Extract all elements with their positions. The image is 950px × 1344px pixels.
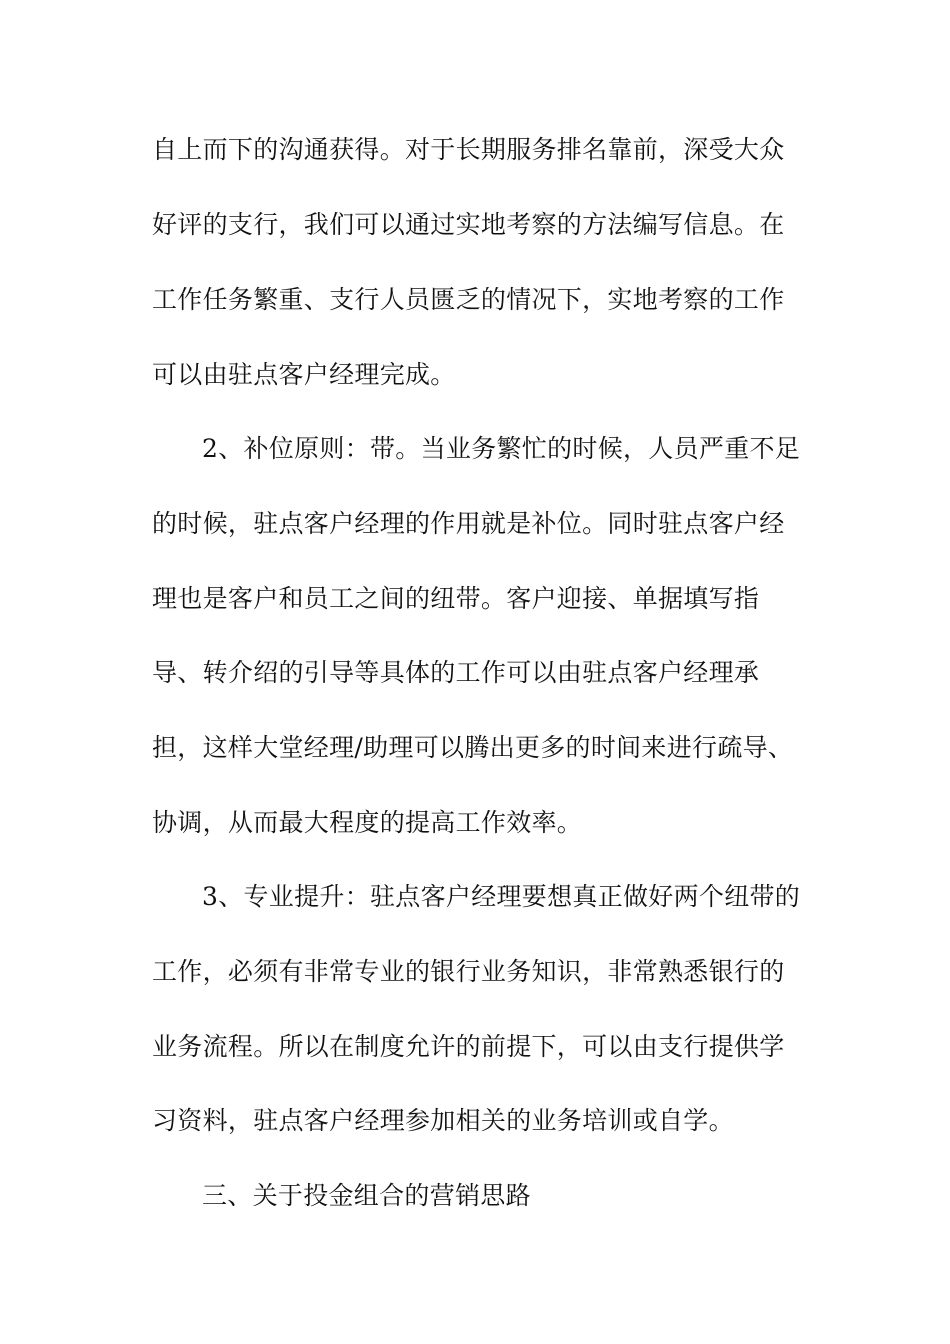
paragraph-line: 习资料，驻点客户经理参加相关的业务培训或自学。 [152, 1106, 734, 1135]
paragraph-line: 业务流程。所以在制度允许的前提下，可以由支行提供学 [152, 1032, 785, 1061]
paragraph-line: 导、转介绍的引导等具体的工作可以由驻点客户经理承 [152, 658, 760, 687]
paragraph-line: 好评的支行，我们可以通过实地考察的方法编写信息。在 [152, 210, 785, 239]
paragraph-line: 工作，必须有非常专业的银行业务知识，非常熟悉银行的 [152, 957, 785, 986]
paragraph-line: 2、补位原则：带。当业务繁忙的时候，人员严重不足 [202, 434, 801, 463]
paragraph-line: 自上而下的沟通获得。对于长期服务排名靠前，深受大众 [152, 135, 785, 164]
paragraph-line: 可以由驻点客户经理完成。 [152, 360, 456, 389]
paragraph-line: 担，这样大堂经理/助理可以腾出更多的时间来进行疏导、 [152, 733, 794, 762]
paragraph-line: 协调，从而最大程度的提高工作效率。 [152, 808, 583, 837]
paragraph-line: 理也是客户和员工之间的纽带。客户迎接、单据填写指 [152, 584, 760, 613]
paragraph-line: 工作任务繁重、支行人员匮乏的情况下，实地考察的工作 [152, 285, 785, 314]
section-heading: 三、关于投金组合的营销思路 [202, 1181, 531, 1210]
paragraph-line: 的时候，驻点客户经理的作用就是补位。同时驻点客户经 [152, 509, 785, 538]
paragraph-line: 3、专业提升：驻点客户经理要想真正做好两个纽带的 [202, 882, 801, 911]
